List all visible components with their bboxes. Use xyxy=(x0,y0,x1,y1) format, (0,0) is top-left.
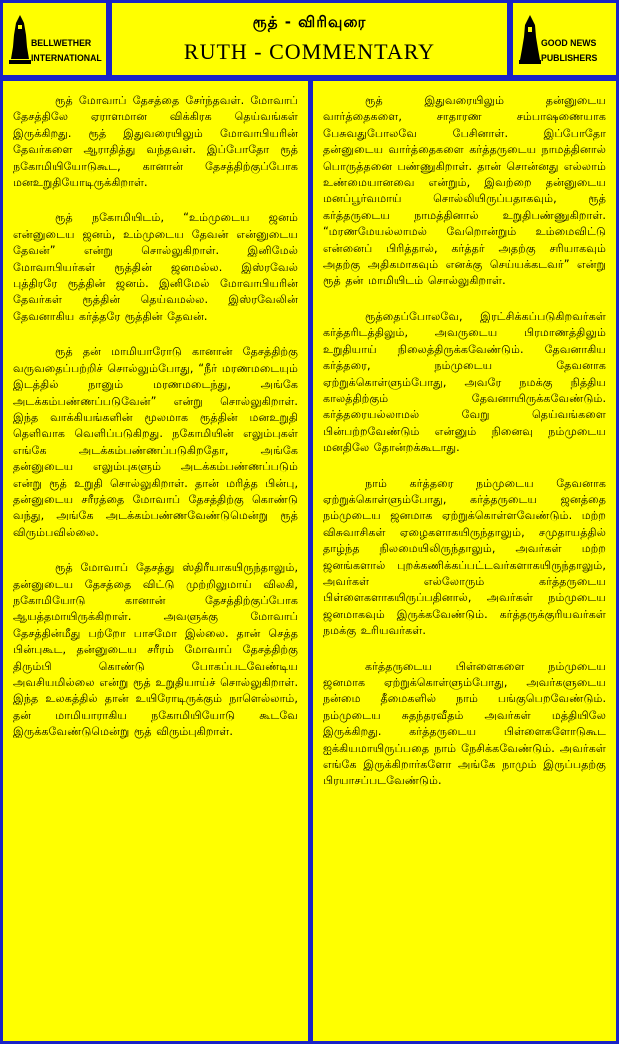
paragraph: ரூத் இதுவரையிலும் தன்னுடைய வார்த்தைகளை, சாதாரண சம்பாஷணையாக பேசுவதுபோலவே பேசினாள். இப்போதோ தன்னுடைய வார்த்தைகளை கர்த்தருடைய நாமத்தினால் பொருத்தனை பண்ணுகிறாள். தான் சொன்னது எல்லாம் உண்மையானவை என்றும், இவற்றை தன்னுடைய மனப்பூர்வமாய் சொல்லியிருப்பதாகவும், ரூத் கர்த்தருடைய நாமத்தினால் உறுதிபண்ணுகிறாள். “மரணமேயல்லாமல் வேறொன்றும் உம்மைவிட்டு என்னைப் பிரித்தால், கர்த்தர் அதற்கு சரியாகவும் அதற்கு அதிகமாகவும் எனக்கு செய்யக்கடவர்” என்று ரூத் தன் மாமியிடம் சொல்லுகிறாள். xyxy=(323,94,606,288)
paragraph: ரூத் தன் மாமியாரோடு கானான் தேசத்திற்கு வருவதைப்பற்றிச் சொல்லும்போது, “நீர் மரணமடையும் இடத்தில் நானும் மரணமடைந்து, அங்கே அடக்கம்பண்ணப்படுவேன்” என்று சொல்லுகிறாள். இந்த வாக்கியங்களின் மூலமாக ரூத்தின் மனஉறுதி தெளிவாக வெளிப்படுகிறது. நகோமியின் எலும்புகள் எங்கே அடக்கம்பண்ணப்படுகிறதோ, அங்கே தன்னுடைய எலும்புகளும் அடக்கம்பண்ணப்படும் என்று ரூத் உறுதி சொல்லுகிறாள். தான் மரித்த பின்பு, தன்னுடைய சரீரத்தை மோவாப் தேசத்திற்கு கொண்டு வந்து, அங்கே அடக்கம்பண்ணவேண்டுமென்று ரூத் விரும்பவில்லை. xyxy=(13,345,298,539)
bellwether-logo xyxy=(3,3,106,75)
paragraph: ரூத் மோவாப் தேசத்து ஸ்திரீயாகயிருந்தாலும், தன்னுடைய தேசத்தை விட்டு முற்றிலுமாய் விலகி, நகோமியோடு கானான் தேசத்திற்குப்போக ஆயத்தமாயிருக்கிறாள். அவளுக்கு மோவாப் தேசத்தின்மீது பற்றோ பாசமோ இல்லை. தான் செத்த பின்புகூட, தன்னுடைய சரீரம் மோவாப் தேசத்திற்கு திரும்பி கொண்டு போகப்படவேண்டிய அவசியமில்லை என்று ரூத் உறுதியாய்ச் சொல்லுகிறாள். இந்த உலகத்தில் தான் உயிரோடிருக்கும் நாளெல்லாம், தன் மாமியாராகிய நகோமியியோடு கூடவே இருக்கவேண்டுமென்று ரூத் விரும்புகிறாள். xyxy=(13,561,298,739)
bell-icon xyxy=(9,13,31,65)
paragraph: ரூத்தைப்போலவே, இரட்சிக்கப்படுகிறவர்கள் கர்த்தரிடத்திலும், அவருடைய பிரமாணத்திலும் உறுதியாய் நிலைத்திருக்கவேண்டும். தேவனாகிய கர்த்தரை, நம்முடைய தேவனாக ஏற்றுக்கொள்ளும்போது, அவரே நமக்கு நித்திய காலத்திற்கும் தேவனாயிருக்கவேண்டும். கர்த்தரையல்லாமல் வேறு தெய்வங்களை பின்பற்றவேண்டும் என்னும் நினைவு நம்முடைய மனதிலே தோன்றக்கூடாது. xyxy=(323,309,606,455)
paragraph: ரூத் நகோமியிடம், “உம்முடைய ஜனம் என்னுடைய ஜனம், உம்முடைய தேவன் என்னுடைய தேவன்” என்று சொல்லுகிறாள். இனிமேல் மோவாபியர்கள் ரூத்தின் ஜனமல்ல. இஸ்ரவேல் புத்திரரே ரூத்தின் ஜனம். இனிமேல் மோவாபியரின் தேவர்கள் ரூத்தின் தெய்வமல்ல. இஸ்ரவேலின் தேவனாகிய கர்த்தரே ரூத்தின் தேவன். xyxy=(13,211,298,323)
paragraph: ரூத் மோவாப் தேசத்தை சேர்ந்தவள். மோவாப் தேசத்திலே ஏராளமான விக்கிரக தெய்வங்கள் இருக்கிறது. ரூத் இதுவரையிலும் மோவாபியரின் தேவர்களை ஆராதித்து வந்தவள். இப்போதோ ரூத் நகோமியியோடுகூட, கானான் தேசத்திற்குப்போக மனஉறுதியோடிருக்கிறாள். xyxy=(13,94,298,190)
left-logo-line2: INTERNATIONAL xyxy=(31,53,102,64)
right-column xyxy=(313,81,616,1041)
left-logo-line1: BELLWETHER xyxy=(31,38,92,49)
title-tamil: ரூத் - விரிவுரை xyxy=(252,13,367,31)
good-news-logo xyxy=(513,3,616,75)
paragraph: நாம் கர்த்தரை நம்முடைய தேவனாக ஏற்றுக்கொள்ளும்போது, கர்த்தருடைய ஜனத்தை நம்முடைய ஜனமாக ஏற்றுக்கொள்ளவேண்டும். மற்ற விசுவாசிகள் ஏழைகளாகயிருந்தாலும், சமுதாயத்தில் தாழ்ந்த நிலமையிலிருந்தாலும், அவர்கள் மற்ற ஜனங்களால் புறக்கணிக்கப்பட்டவர்களாகயிருந்தாலும், அவர்கள் எல்லோரும் கர்த்தருடைய பிள்ளைகளாகயிருப்பதினால், அவர்கள் நம்முடைய ஜனமாகவும் இருக்கவேண்டும். கர்த்தருக்குரியவர்கள் நமக்கு உரியவர்கள். xyxy=(323,476,606,638)
right-logo-line1: GOOD NEWS xyxy=(541,38,597,49)
title-english: RUTH - COMMENTARY xyxy=(183,39,436,64)
tower-icon xyxy=(519,13,541,65)
header-title xyxy=(112,3,507,75)
right-logo-line2: PUBLISHERS xyxy=(541,53,598,64)
paragraph: கர்த்தருடைய பிள்ளைகளை நம்முடைய ஜனமாக ஏற்றுக்கொள்ளும்போது, அவர்களுடைய நன்மை தீமைகளில் நாம் பங்குபெறவேண்டும். நம்முடைய சுதந்தரவீதம் அவர்கள் மத்தியிலே இருக்கிறது. கர்த்தருடைய பிள்ளைகளோடுகூட ஐக்கியமாயிருப்பதை நாம் நேசிக்கவேண்டும். அவர்கள் எங்கே இருக்கிறார்களோ அங்கே நாமும் இருப்பதற்கு பிரயாசப்படவேண்டும். xyxy=(323,659,606,788)
left-column xyxy=(3,81,308,1041)
